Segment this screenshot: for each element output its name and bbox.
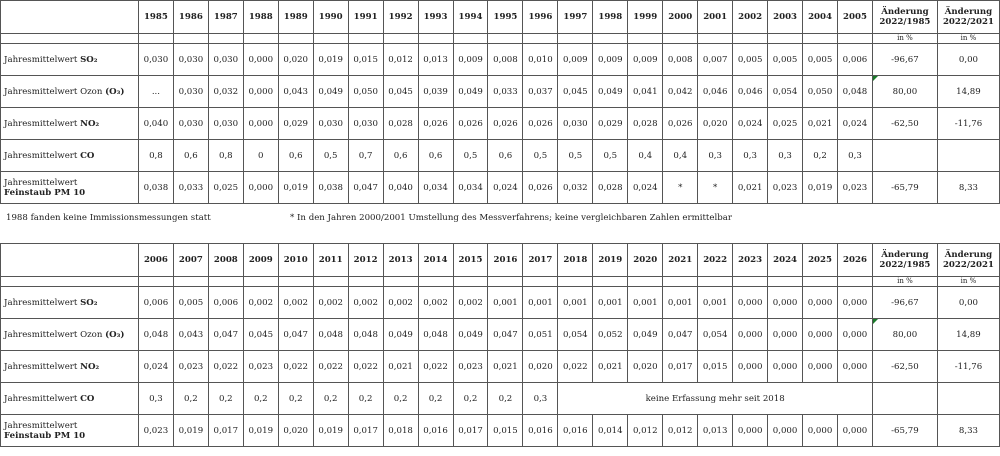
- table-cell: 0,002: [243, 287, 278, 319]
- year-header: 1985: [138, 1, 173, 34]
- table-cell: 0,5: [593, 140, 628, 172]
- table-cell: 0,019: [278, 172, 313, 204]
- table-cell: 0,8: [208, 140, 243, 172]
- table-cell: 0,045: [243, 319, 278, 351]
- year-header: 1992: [383, 1, 418, 34]
- year-header: 1998: [593, 1, 628, 34]
- table-cell: 0,007: [698, 44, 733, 76]
- year-header: 2021: [663, 244, 698, 277]
- table-cell: 0,013: [418, 44, 453, 76]
- table-cell: 0,045: [558, 76, 593, 108]
- table-cell: 0,008: [488, 44, 523, 76]
- table-cell: 0,050: [348, 76, 383, 108]
- table-cell: 0,020: [698, 108, 733, 140]
- table-cell: 0,001: [523, 287, 558, 319]
- change-header: Änderung 2022/1985: [872, 1, 937, 34]
- table-cell: 0,2: [453, 383, 488, 415]
- table-cell: 0,038: [313, 172, 348, 204]
- table-cell: 0,000: [803, 319, 838, 351]
- table-cell: 0,051: [523, 319, 558, 351]
- table-cell: 0,6: [488, 140, 523, 172]
- table-cell: 0,043: [278, 76, 313, 108]
- change-cell: 8,33: [937, 415, 999, 447]
- year-header: 2023: [733, 244, 768, 277]
- year-header: 1986: [173, 1, 208, 34]
- year-header: 1989: [278, 1, 313, 34]
- air-quality-table-2006-2026: [0, 243, 1000, 447]
- table-cell: 0,025: [768, 108, 803, 140]
- table-cell: ...: [138, 76, 173, 108]
- table-cell: 0,049: [593, 76, 628, 108]
- no-data-note: keine Erfassung mehr seit 2018: [558, 383, 873, 415]
- table-cell: 0,006: [138, 287, 173, 319]
- table-cell: 0,014: [593, 415, 628, 447]
- table-cell: 0,022: [558, 351, 593, 383]
- table-cell: 0,002: [453, 287, 488, 319]
- table-cell: 0,000: [243, 44, 278, 76]
- table-cell: 0,5: [523, 140, 558, 172]
- unit-label: in %: [937, 277, 999, 287]
- table-cell: 0,020: [523, 351, 558, 383]
- table-cell: 0,032: [558, 172, 593, 204]
- change-cell: -96,67: [872, 44, 937, 76]
- table-cell: 0,023: [453, 351, 488, 383]
- year-header: 1987: [208, 1, 243, 34]
- table-cell: 0,022: [348, 351, 383, 383]
- year-header: 2019: [593, 244, 628, 277]
- table-cell: 0,000: [768, 287, 803, 319]
- change-cell: [872, 383, 937, 415]
- year-header: 1991: [348, 1, 383, 34]
- table-cell: 0,049: [453, 319, 488, 351]
- table-cell: 0,045: [383, 76, 418, 108]
- table-cell: *: [698, 172, 733, 204]
- table-cell: 0,029: [593, 108, 628, 140]
- table-cell: 0,047: [348, 172, 383, 204]
- row-label: Jahresmittelwert Ozon (O₃): [1, 319, 139, 351]
- table-cell: 0,6: [278, 140, 313, 172]
- table-cell: 0,5: [453, 140, 488, 172]
- table-cell: 0,023: [838, 172, 873, 204]
- table-cell: 0,026: [488, 108, 523, 140]
- table-cell: 0,016: [523, 415, 558, 447]
- table-cell: 0,2: [173, 383, 208, 415]
- table-cell: 0,047: [278, 319, 313, 351]
- change-cell: -65,79: [872, 172, 937, 204]
- year-header: 1990: [313, 1, 348, 34]
- table-cell: 0,002: [418, 287, 453, 319]
- table-cell: 0,033: [488, 76, 523, 108]
- table-cell: 0,000: [768, 351, 803, 383]
- table-cell: 0,020: [278, 415, 313, 447]
- table-cell: 0,026: [453, 108, 488, 140]
- row-label: Jahresmittelwert SO₂: [1, 44, 139, 76]
- table-cell: 0,015: [698, 351, 733, 383]
- table-cell: 0,4: [628, 140, 663, 172]
- table-cell: 0,002: [313, 287, 348, 319]
- table-cell: 0,2: [803, 140, 838, 172]
- change-cell: 8,33: [937, 172, 999, 204]
- table-cell: 0,000: [768, 319, 803, 351]
- table-cell: 0,032: [208, 76, 243, 108]
- year-header: 2001: [698, 1, 733, 34]
- year-header: 1988: [243, 1, 278, 34]
- table-cell: 0,6: [418, 140, 453, 172]
- table-cell: 0,028: [593, 172, 628, 204]
- change-cell: -11,76: [937, 108, 999, 140]
- table-cell: 0,028: [628, 108, 663, 140]
- table-cell: 0,001: [663, 287, 698, 319]
- air-quality-table-1985-2005: [0, 0, 1000, 204]
- table-cell: 0,4: [663, 140, 698, 172]
- table-cell: 0,030: [173, 44, 208, 76]
- note-1988: 1988 fanden keine Immissionsmessungen statt: [6, 213, 211, 223]
- row-label: Jahresmittelwert Ozon (O₃): [1, 76, 139, 108]
- table-cell: 0,054: [698, 319, 733, 351]
- change-cell: 80,00: [872, 76, 937, 108]
- change-cell: 80,00: [872, 319, 937, 351]
- table-cell: 0,009: [593, 44, 628, 76]
- row-label: Jahresmittelwert SO₂: [1, 287, 139, 319]
- table-cell: 0,017: [453, 415, 488, 447]
- table-cell: 0,046: [733, 76, 768, 108]
- table-cell: 0,030: [138, 44, 173, 76]
- table-cell: 0,021: [383, 351, 418, 383]
- year-header: 1997: [558, 1, 593, 34]
- note-measurement-change: * In den Jahren 2000/2001 Umstellung des Messverfahrens; keine vergleichbaren Zahlen ermittelbar: [290, 213, 732, 223]
- year-header: 2006: [138, 244, 173, 277]
- table-cell: 0,023: [243, 351, 278, 383]
- table-cell: 0,000: [838, 287, 873, 319]
- table-cell: 0,024: [838, 108, 873, 140]
- table-cell: 0,022: [418, 351, 453, 383]
- table-cell: 0,022: [313, 351, 348, 383]
- table-cell: 0,001: [488, 287, 523, 319]
- table-cell: 0,002: [383, 287, 418, 319]
- table-cell: 0,050: [803, 76, 838, 108]
- row-label: Jahresmittelwert Feinstaub PM 10: [1, 415, 139, 447]
- table-cell: 0,3: [138, 383, 173, 415]
- table-cell: 0,8: [138, 140, 173, 172]
- table-cell: 0,037: [523, 76, 558, 108]
- year-header: 1996: [523, 1, 558, 34]
- change-cell: 14,89: [937, 76, 999, 108]
- year-header: 2011: [313, 244, 348, 277]
- table-cell: 0,2: [348, 383, 383, 415]
- year-header: 2025: [803, 244, 838, 277]
- table-cell: 0,030: [208, 44, 243, 76]
- table-cell: 0,2: [278, 383, 313, 415]
- table-cell: 0,006: [838, 44, 873, 76]
- table-cell: 0,3: [733, 140, 768, 172]
- table-cell: 0,026: [523, 172, 558, 204]
- table-cell: 0,2: [418, 383, 453, 415]
- table-cell: 0,005: [803, 44, 838, 76]
- table-cell: 0,026: [663, 108, 698, 140]
- table-cell: 0,017: [348, 415, 383, 447]
- change-cell: [937, 383, 999, 415]
- year-header: 2008: [208, 244, 243, 277]
- table-cell: 0,030: [208, 108, 243, 140]
- table-cell: 0,3: [768, 140, 803, 172]
- year-header: 2018: [558, 244, 593, 277]
- row-label: Jahresmittelwert Feinstaub PM 10: [1, 172, 139, 204]
- table-cell: 0,001: [558, 287, 593, 319]
- change-cell: -11,76: [937, 351, 999, 383]
- header-blank: [1, 244, 139, 277]
- change-header: Änderung 2022/2021: [937, 244, 999, 277]
- table-cell: 0,2: [243, 383, 278, 415]
- year-header: 2003: [768, 1, 803, 34]
- table-cell: 0,026: [523, 108, 558, 140]
- table-cell: 0,033: [173, 172, 208, 204]
- unit-label: in %: [872, 277, 937, 287]
- table-cell: 0,6: [383, 140, 418, 172]
- table-cell: 0,000: [733, 351, 768, 383]
- table-cell: 0,5: [558, 140, 593, 172]
- table-cell: 0,017: [208, 415, 243, 447]
- table-cell: 0,048: [838, 76, 873, 108]
- table-cell: 0,012: [383, 44, 418, 76]
- change-cell: [937, 140, 999, 172]
- year-header: 1999: [628, 1, 663, 34]
- table-cell: 0,000: [243, 172, 278, 204]
- table-cell: 0,000: [838, 319, 873, 351]
- year-header: 2017: [523, 244, 558, 277]
- year-header: 2002: [733, 1, 768, 34]
- table-cell: 0,042: [663, 76, 698, 108]
- table-cell: 0,2: [383, 383, 418, 415]
- table-cell: 0,041: [628, 76, 663, 108]
- table-cell: 0,043: [173, 319, 208, 351]
- table-cell: 0,034: [453, 172, 488, 204]
- table-cell: 0,3: [838, 140, 873, 172]
- change-cell: -62,50: [872, 108, 937, 140]
- table-cell: 0,048: [138, 319, 173, 351]
- table-cell: 0,017: [663, 351, 698, 383]
- table-cell: 0,005: [768, 44, 803, 76]
- year-header: 2012: [348, 244, 383, 277]
- table-cell: 0,022: [208, 351, 243, 383]
- table-cell: 0,047: [208, 319, 243, 351]
- table-cell: 0,7: [348, 140, 383, 172]
- table-cell: 0,001: [593, 287, 628, 319]
- year-header: 2007: [173, 244, 208, 277]
- year-header: 2014: [418, 244, 453, 277]
- table-cell: 0,000: [803, 415, 838, 447]
- table-cell: 0,012: [628, 415, 663, 447]
- table-cell: 0,025: [208, 172, 243, 204]
- year-header: 1995: [488, 1, 523, 34]
- table-cell: 0,010: [523, 44, 558, 76]
- table-cell: 0,5: [313, 140, 348, 172]
- table-cell: 0,023: [173, 351, 208, 383]
- table-cell: 0,048: [313, 319, 348, 351]
- table-cell: 0,016: [418, 415, 453, 447]
- table-cell: 0,021: [593, 351, 628, 383]
- table-cell: 0,028: [383, 108, 418, 140]
- table-cell: 0,030: [348, 108, 383, 140]
- table-cell: 0,024: [488, 172, 523, 204]
- change-cell: -65,79: [872, 415, 937, 447]
- table-cell: 0,3: [523, 383, 558, 415]
- table-cell: 0,047: [488, 319, 523, 351]
- table-cell: 0,009: [628, 44, 663, 76]
- table-cell: 0,002: [348, 287, 383, 319]
- table-cell: 0,016: [558, 415, 593, 447]
- table-cell: 0,021: [803, 108, 838, 140]
- table-cell: 0,009: [453, 44, 488, 76]
- table-cell: 0,019: [243, 415, 278, 447]
- table-cell: 0,001: [698, 287, 733, 319]
- table-cell: 0,001: [628, 287, 663, 319]
- table-cell: 0,052: [593, 319, 628, 351]
- table-cell: 0,047: [663, 319, 698, 351]
- table-cell: 0,015: [348, 44, 383, 76]
- table-cell: 0,022: [278, 351, 313, 383]
- table-cell: 0,000: [803, 287, 838, 319]
- table-cell: 0,049: [313, 76, 348, 108]
- year-header: 2000: [663, 1, 698, 34]
- table-cell: 0,021: [488, 351, 523, 383]
- year-header: 2026: [838, 244, 873, 277]
- table-cell: 0,000: [733, 415, 768, 447]
- table-cell: 0,005: [733, 44, 768, 76]
- table-cell: 0,039: [418, 76, 453, 108]
- table-cell: 0,024: [733, 108, 768, 140]
- table-cell: 0,054: [768, 76, 803, 108]
- change-cell: 0,00: [937, 44, 999, 76]
- year-header: 2013: [383, 244, 418, 277]
- table-cell: 0,019: [803, 172, 838, 204]
- table-cell: 0,046: [698, 76, 733, 108]
- table-cell: *: [663, 172, 698, 204]
- table-cell: 0,2: [313, 383, 348, 415]
- table-cell: 0,048: [348, 319, 383, 351]
- table-cell: 0: [243, 140, 278, 172]
- year-header: 2004: [803, 1, 838, 34]
- table-cell: 0,018: [383, 415, 418, 447]
- table-cell: 0,034: [418, 172, 453, 204]
- table-cell: 0,040: [138, 108, 173, 140]
- row-label: Jahresmittelwert NO₂: [1, 351, 139, 383]
- table-cell: 0,013: [698, 415, 733, 447]
- table-cell: 0,000: [243, 108, 278, 140]
- table-cell: 0,030: [558, 108, 593, 140]
- row-label: Jahresmittelwert NO₂: [1, 108, 139, 140]
- table-cell: 0,049: [453, 76, 488, 108]
- table-cell: 0,000: [733, 287, 768, 319]
- table-cell: 0,029: [278, 108, 313, 140]
- table-cell: 0,2: [208, 383, 243, 415]
- table-cell: 0,030: [313, 108, 348, 140]
- change-cell: [872, 140, 937, 172]
- table-cell: 0,005: [173, 287, 208, 319]
- year-header: 1994: [453, 1, 488, 34]
- table-cell: 0,020: [278, 44, 313, 76]
- year-header: 2009: [243, 244, 278, 277]
- table-cell: 0,002: [278, 287, 313, 319]
- table-cell: 0,008: [663, 44, 698, 76]
- table-cell: 0,020: [628, 351, 663, 383]
- change-cell: 0,00: [937, 287, 999, 319]
- table-cell: 0,000: [243, 76, 278, 108]
- table-cell: 0,000: [768, 415, 803, 447]
- table-cell: 0,054: [558, 319, 593, 351]
- change-header: Änderung 2022/1985: [872, 244, 937, 277]
- table-cell: 0,023: [768, 172, 803, 204]
- row-label: Jahresmittelwert CO: [1, 383, 139, 415]
- unit-label: in %: [937, 34, 999, 44]
- table-cell: 0,006: [208, 287, 243, 319]
- year-header: 1993: [418, 1, 453, 34]
- year-header: 2005: [838, 1, 873, 34]
- year-header: 2016: [488, 244, 523, 277]
- table-cell: 0,048: [418, 319, 453, 351]
- change-header: Änderung 2022/2021: [937, 1, 999, 34]
- table-cell: 0,6: [173, 140, 208, 172]
- table-cell: 0,2: [488, 383, 523, 415]
- year-header: 2022: [698, 244, 733, 277]
- table-cell: 0,3: [698, 140, 733, 172]
- year-header: 2010: [278, 244, 313, 277]
- table-cell: 0,021: [733, 172, 768, 204]
- table-cell: 0,000: [838, 415, 873, 447]
- table-cell: 0,024: [628, 172, 663, 204]
- change-cell: 14,89: [937, 319, 999, 351]
- row-label: Jahresmittelwert CO: [1, 140, 139, 172]
- change-cell: -62,50: [872, 351, 937, 383]
- year-header: 2024: [768, 244, 803, 277]
- table-cell: 0,023: [138, 415, 173, 447]
- table-cell: 0,000: [803, 351, 838, 383]
- table-cell: 0,019: [313, 415, 348, 447]
- table-cell: 0,000: [838, 351, 873, 383]
- table-cell: 0,040: [383, 172, 418, 204]
- table-cell: 0,012: [663, 415, 698, 447]
- year-header: 2015: [453, 244, 488, 277]
- table-cell: 0,000: [733, 319, 768, 351]
- table-cell: 0,015: [488, 415, 523, 447]
- table-cell: 0,024: [138, 351, 173, 383]
- table-cell: 0,049: [628, 319, 663, 351]
- table-cell: 0,030: [173, 76, 208, 108]
- year-header: 2020: [628, 244, 663, 277]
- table-cell: 0,049: [383, 319, 418, 351]
- table-cell: 0,038: [138, 172, 173, 204]
- table-cell: 0,030: [173, 108, 208, 140]
- table-cell: 0,019: [313, 44, 348, 76]
- unit-label: in %: [872, 34, 937, 44]
- header-blank: [1, 1, 139, 34]
- table-cell: 0,026: [418, 108, 453, 140]
- change-cell: -96,67: [872, 287, 937, 319]
- table-cell: 0,019: [173, 415, 208, 447]
- table-cell: 0,009: [558, 44, 593, 76]
